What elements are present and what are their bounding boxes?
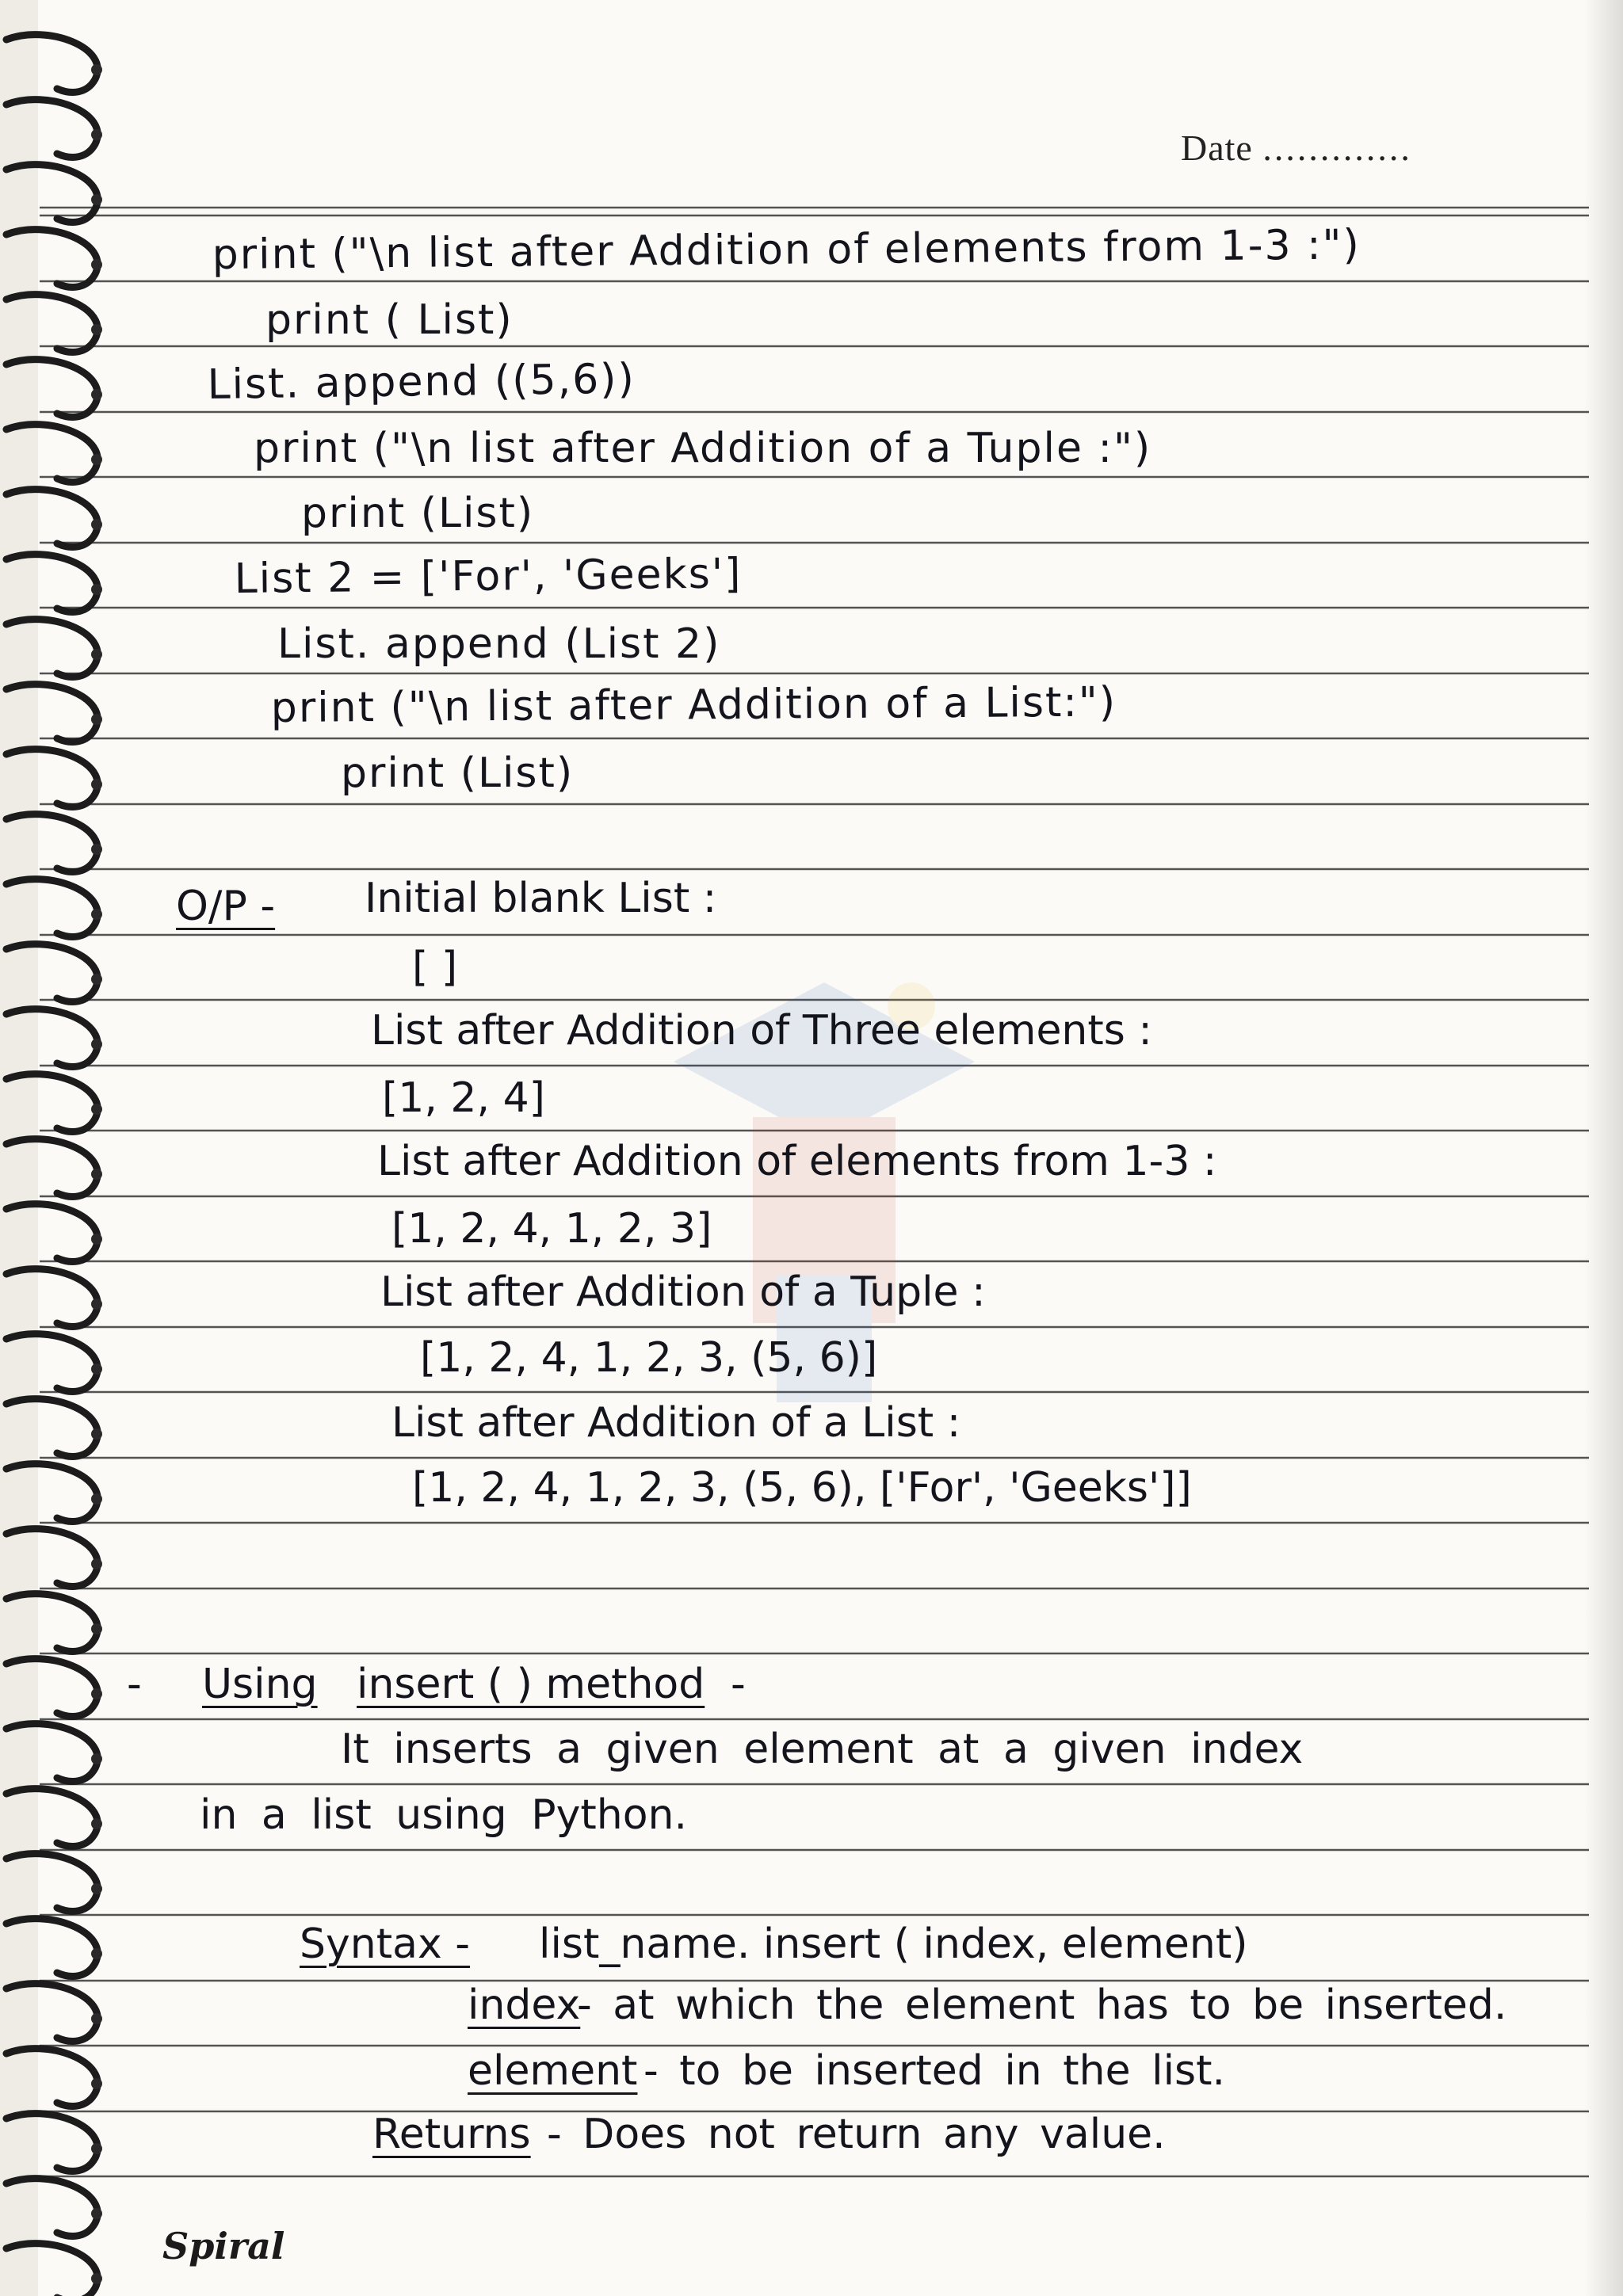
spiral-hole — [91, 1169, 102, 1180]
heading-suffix: - — [731, 1661, 746, 1708]
code-line: print ("\n list after Addition of elements from 1-3 :") — [212, 221, 1361, 279]
page-edge-shadow — [1583, 0, 1623, 2296]
spiral-hole — [91, 1753, 102, 1764]
param-desc-returns: - Does not return any value. — [547, 2111, 1166, 2158]
output-line: List after Addition of a Tuple : — [380, 1268, 986, 1316]
param-name-returns: Returns — [372, 2111, 531, 2158]
spiral-hole — [91, 779, 102, 790]
notebook-brand-logo: Spiral — [162, 2225, 285, 2267]
spiral-hole — [91, 2208, 102, 2219]
heading-using: Using — [202, 1661, 318, 1708]
spiral-hole — [91, 389, 102, 400]
spiral-hole — [91, 584, 102, 595]
spiral-hole — [91, 2273, 102, 2284]
code-line: print (List) — [301, 490, 535, 537]
code-line: List 2 = ['For', 'Geeks'] — [234, 550, 743, 603]
output-line: [1, 2, 4, 1, 2, 3, (5, 6), ['For', 'Geeks']] — [412, 1464, 1192, 1512]
code-line: print ("\n list after Addition of a Tuple :") — [254, 425, 1152, 472]
output-label: O/P - — [176, 883, 276, 930]
spiral-hole — [91, 909, 102, 920]
spiral-hole — [91, 129, 102, 140]
spiral-hole — [91, 714, 102, 725]
spiral-hole — [91, 1299, 102, 1310]
spiral-hole — [91, 519, 102, 530]
output-line: List after Addition of a List : — [391, 1399, 961, 1447]
spiral-hole — [91, 1493, 102, 1505]
spiral-hole — [91, 324, 102, 335]
output-line: List after Addition of Three elements : — [371, 1007, 1152, 1055]
param-desc-element: - to be inserted in the list. — [643, 2047, 1226, 2095]
spiral-hole — [91, 2078, 102, 2089]
spiral-hole — [91, 454, 102, 465]
spiral-hole — [91, 1623, 102, 1634]
spiral-hole — [91, 844, 102, 855]
spiral-hole — [91, 1039, 102, 1050]
syntax-label: Syntax - — [300, 1920, 471, 1968]
spiral-hole — [91, 649, 102, 660]
param-name-element: element — [468, 2047, 638, 2095]
output-line: [ ] — [412, 944, 458, 991]
code-line: print ("\n list after Addition of a List:") — [270, 678, 1117, 732]
spiral-hole — [91, 2013, 102, 2024]
param-desc-index: - at which the element has to be inserted. — [577, 1981, 1507, 2029]
spiral-hole — [91, 974, 102, 985]
date-label: Date — [1181, 128, 1253, 168]
output-line: List after Addition of elements from 1-3 : — [377, 1138, 1217, 1185]
code-line: print ( List) — [265, 296, 514, 344]
spiral-hole — [91, 1558, 102, 1569]
output-line: [1, 2, 4, 1, 2, 3] — [391, 1205, 712, 1253]
spiral-hole — [91, 1948, 102, 1959]
spiral-hole — [91, 1363, 102, 1375]
spiral-hole — [91, 1104, 102, 1115]
output-line: [1, 2, 4] — [382, 1074, 545, 1122]
spiral-hole — [91, 64, 102, 75]
date-dots: ............. — [1262, 128, 1412, 168]
spiral-hole — [91, 1688, 102, 1699]
spiral-hole — [91, 1818, 102, 1829]
spiral-hole — [91, 2143, 102, 2154]
syntax-value: list_name. insert ( index, element) — [539, 1920, 1248, 1968]
spiral-binding — [0, 0, 143, 2296]
date-field — [1181, 127, 1412, 169]
code-line: List. append (List 2) — [277, 620, 721, 668]
param-name-index: index — [468, 1981, 581, 2029]
spiral-hole — [91, 259, 102, 270]
spiral-hole — [91, 1883, 102, 1894]
spiral-hole — [91, 1428, 102, 1440]
output-line: Initial blank List : — [365, 875, 717, 922]
section-dash: - — [127, 1661, 142, 1708]
heading-method: insert ( ) method — [357, 1661, 705, 1708]
spiral-hole — [91, 1234, 102, 1245]
description-line-2: in a list using Python. — [200, 1791, 687, 1839]
code-line: List. append ((5,6)) — [207, 355, 636, 409]
description-line-1: It inserts a given element at a given index — [341, 1726, 1304, 1773]
code-line: print (List) — [341, 749, 575, 797]
output-line: [1, 2, 4, 1, 2, 3, (5, 6)] — [420, 1334, 878, 1382]
spiral-hole — [91, 194, 102, 205]
